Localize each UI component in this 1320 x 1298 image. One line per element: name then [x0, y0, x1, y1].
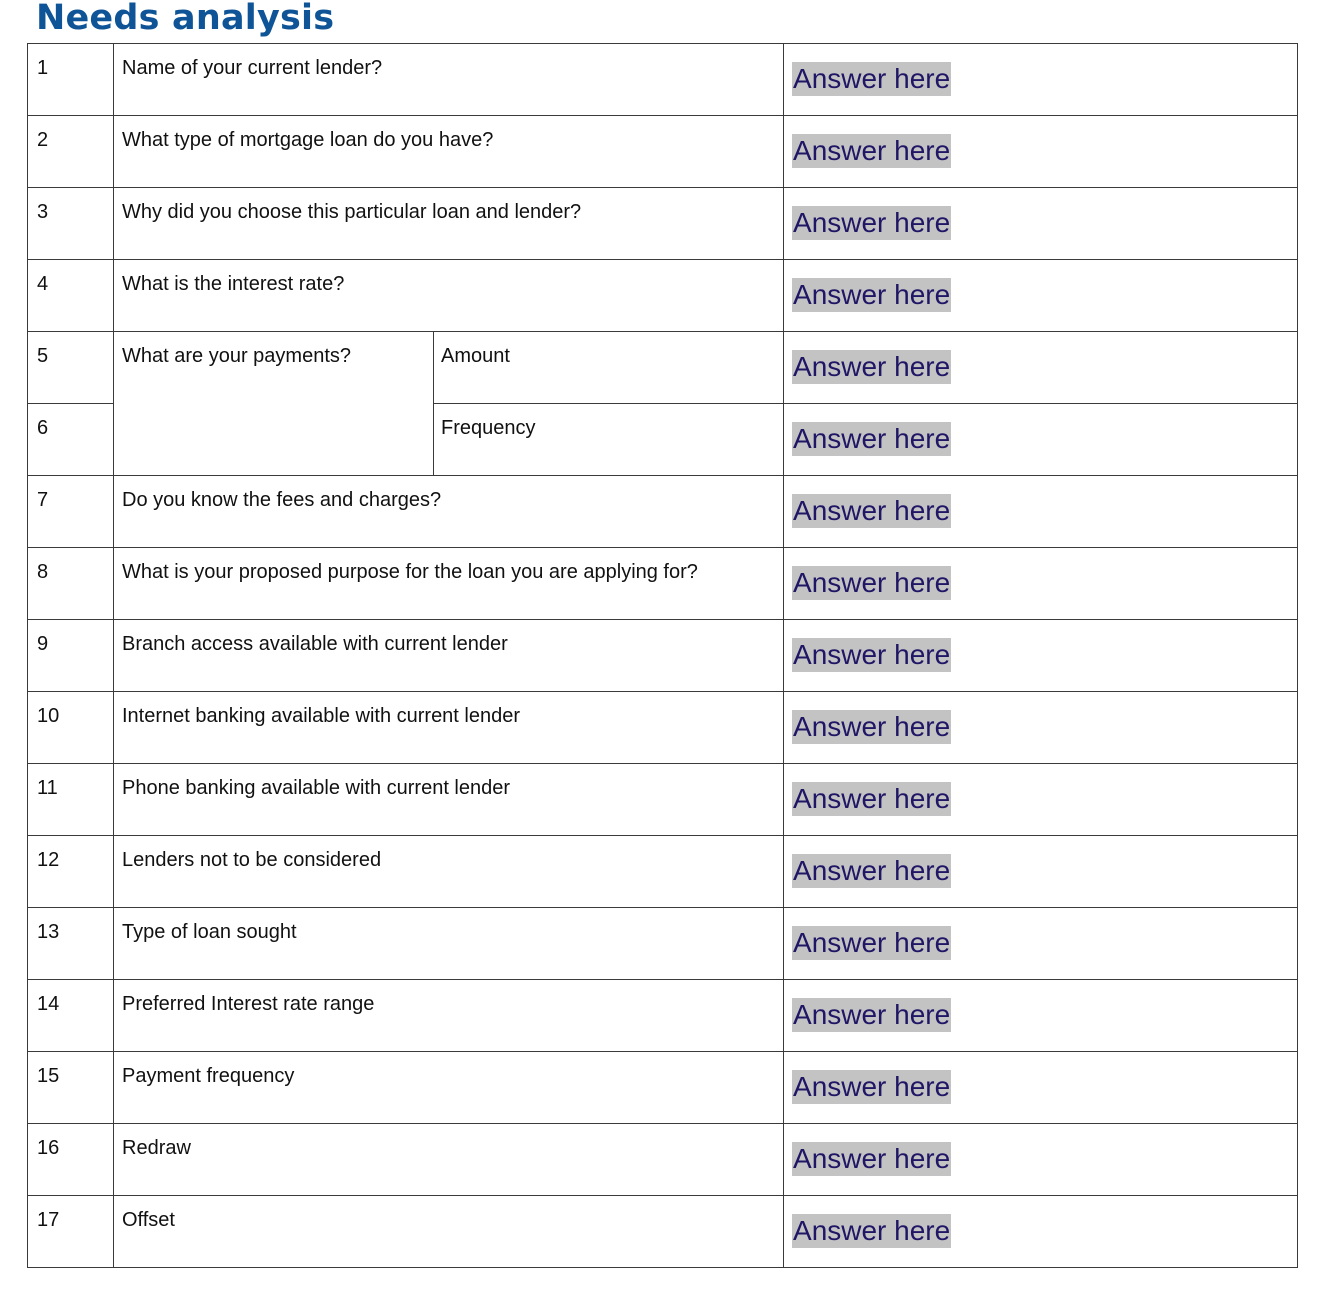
answer-field[interactable]: Answer here: [793, 1215, 951, 1246]
answer-field[interactable]: Answer here: [793, 639, 951, 670]
question-label: Type of loan sought: [114, 908, 784, 980]
answer-field[interactable]: Answer here: [793, 855, 951, 886]
answer-cell[interactable]: [784, 836, 1298, 908]
answer-cell[interactable]: [784, 692, 1298, 764]
row-number: 14: [28, 980, 114, 1052]
answer-cell[interactable]: [784, 1124, 1298, 1196]
table-row: [28, 44, 1298, 116]
row-number: 4: [28, 260, 114, 332]
needs-analysis-table: [27, 43, 1298, 1268]
sub-question-label: Amount: [434, 332, 784, 404]
row-number: 17: [28, 1196, 114, 1268]
question-label: Name of your current lender?: [114, 44, 784, 116]
question-label: Lenders not to be considered: [114, 836, 784, 908]
answer-cell[interactable]: [784, 260, 1298, 332]
question-label: What are your payments?: [114, 332, 434, 476]
answer-field[interactable]: Answer here: [793, 135, 951, 166]
question-label: Do you know the fees and charges?: [114, 476, 784, 548]
answer-field[interactable]: Answer here: [793, 1071, 951, 1102]
table-row: [28, 188, 1298, 260]
table-row: [28, 1124, 1298, 1196]
question-label: Payment frequency: [114, 1052, 784, 1124]
row-number: 5: [28, 332, 114, 404]
question-label: Branch access available with current lender: [114, 620, 784, 692]
table-row: [28, 620, 1298, 692]
answer-cell[interactable]: [784, 764, 1298, 836]
row-number: 15: [28, 1052, 114, 1124]
table-row: [28, 908, 1298, 980]
answer-cell[interactable]: [784, 404, 1298, 476]
row-number: 1: [28, 44, 114, 116]
question-label: Internet banking available with current lender: [114, 692, 784, 764]
answer-field[interactable]: Answer here: [793, 927, 951, 958]
table-row: [28, 1052, 1298, 1124]
table-row: [28, 836, 1298, 908]
row-number: 3: [28, 188, 114, 260]
answer-field[interactable]: Answer here: [793, 207, 951, 238]
answer-field[interactable]: Answer here: [793, 351, 951, 382]
table-row: [28, 692, 1298, 764]
answer-field[interactable]: Answer here: [793, 783, 951, 814]
answer-field[interactable]: Answer here: [793, 1143, 951, 1174]
answer-field[interactable]: Answer here: [793, 279, 951, 310]
answer-field[interactable]: Answer here: [793, 999, 951, 1030]
answer-field[interactable]: Answer here: [793, 63, 951, 94]
table-row: [28, 980, 1298, 1052]
row-number: 11: [28, 764, 114, 836]
answer-cell[interactable]: [784, 1196, 1298, 1268]
table-row: [28, 1196, 1298, 1268]
sub-question-label: Frequency: [434, 404, 784, 476]
answer-cell[interactable]: [784, 44, 1298, 116]
row-number: 7: [28, 476, 114, 548]
answer-cell[interactable]: [784, 548, 1298, 620]
table-row: [28, 116, 1298, 188]
answer-cell[interactable]: [784, 620, 1298, 692]
row-number: 10: [28, 692, 114, 764]
answer-cell[interactable]: [784, 1052, 1298, 1124]
question-label: Offset: [114, 1196, 784, 1268]
row-number: 12: [28, 836, 114, 908]
table-row: [28, 764, 1298, 836]
question-label: Why did you choose this particular loan and lender?: [114, 188, 784, 260]
row-number: 16: [28, 1124, 114, 1196]
table-row: [28, 476, 1298, 548]
row-number: 2: [28, 116, 114, 188]
question-label: What type of mortgage loan do you have?: [114, 116, 784, 188]
row-number: 13: [28, 908, 114, 980]
answer-cell[interactable]: [784, 116, 1298, 188]
answer-cell[interactable]: [784, 908, 1298, 980]
question-label: Redraw: [114, 1124, 784, 1196]
row-number: 8: [28, 548, 114, 620]
question-label: Phone banking available with current lender: [114, 764, 784, 836]
answer-cell[interactable]: [784, 476, 1298, 548]
row-number: 9: [28, 620, 114, 692]
question-label: What is the interest rate?: [114, 260, 784, 332]
question-label: What is your proposed purpose for the loan you are applying for?: [114, 548, 784, 620]
answer-field[interactable]: Answer here: [793, 711, 951, 742]
answer-field[interactable]: Answer here: [793, 423, 951, 454]
page-title: Needs analysis: [36, 0, 335, 38]
answer-cell[interactable]: [784, 188, 1298, 260]
question-label: Preferred Interest rate range: [114, 980, 784, 1052]
table-row: [28, 332, 1298, 404]
row-number: 6: [28, 404, 114, 476]
answer-cell[interactable]: [784, 980, 1298, 1052]
answer-field[interactable]: Answer here: [793, 495, 951, 526]
table-row: [28, 548, 1298, 620]
table-row: [28, 260, 1298, 332]
answer-field[interactable]: Answer here: [793, 567, 951, 598]
answer-cell[interactable]: [784, 332, 1298, 404]
